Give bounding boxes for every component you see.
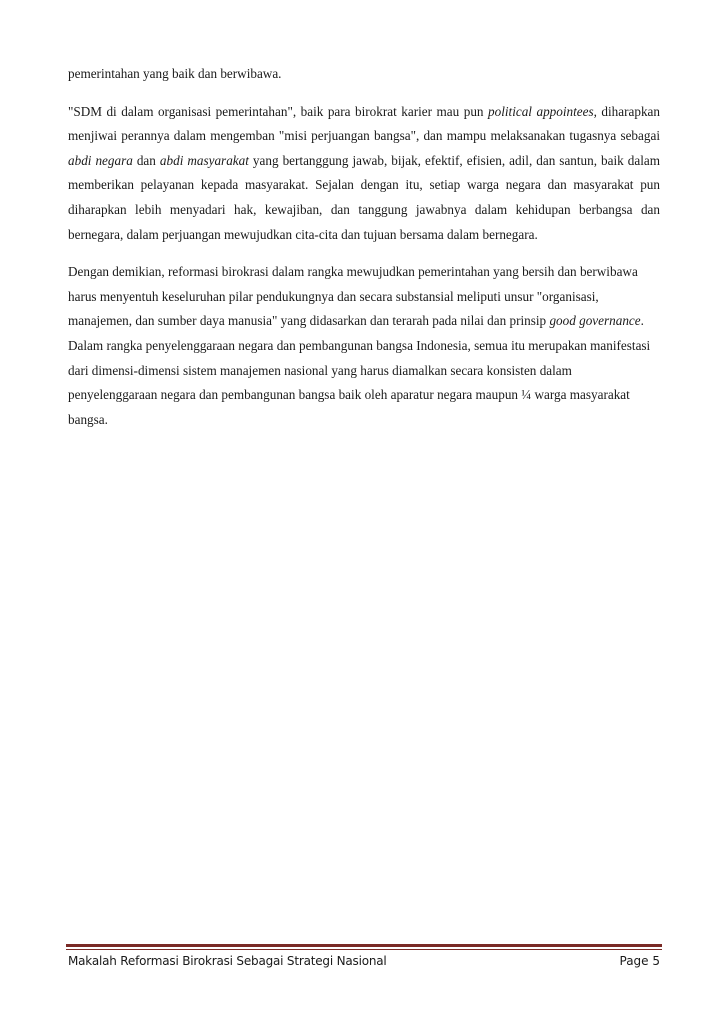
text-run: . Dalam rangka penyelenggaraan negara dan pembangunan bangsa Indonesia, semua itu merupakan manifestasi dari dimensi-dimensi sistem manajemen nasional yang harus diamalkan secara konsisten dalam penyelenggaraan negara dan pembangunan bangsa baik oleh aparatur negara maupun ¼ warga masyarakat bangsa. [68,313,651,427]
page-footer [68,954,660,974]
text-run: , diharapkan menjiwai perannya dalam mengemban "misi perjuangan bangsa", dan mampu melaksanakan tugasnya sebagai [68,103,660,144]
footer-divider [66,944,662,947]
paragraph [68,100,660,248]
italic-term: abdi masyarakat [159,152,249,168]
text-run: "SDM di dalam organisasi pemerintahan", baik para birokrat karier mau pun [68,103,489,119]
italic-term: abdi negara [68,152,133,168]
document-body [68,62,660,445]
page-number: Page 5 [619,954,660,968]
italic-term: political appointees [488,103,594,119]
footer-title: Makalah Reformasi Birokrasi Sebagai Strategi Nasional [68,954,387,968]
paragraph [68,62,660,87]
text-run: Dengan demikian, reformasi birokrasi dalam rangka mewujudkan pemerintahan yang bersih dan berwibawa harus menyentuh keseluruhan pilar pendukungnya dan secara substansial meliputi unsur "organisasi, manajemen, dan sumber daya manusia" yang didasarkan dan terarah pada nilai dan prinsip [68,264,638,329]
footer-divider-thin [66,949,662,950]
paragraph [68,260,660,432]
text-run: dan [132,152,160,168]
text-run: yang bertanggung jawab, bijak, efektif, efisien, adil, dan santun, baik dalam memberikan pelayanan kepada masyarakat. Sejalan dengan itu, setiap warga negara dan masyarakat pun diharapkan lebih menyadari hak, kewajiban, dan tanggung jawabnya dalam kehidupan berbangsa dan bernegara, dalam perjuangan mewujudkan cita-cita dan tujuan bersama dalam bernegara. [68,152,660,242]
italic-term: good governance [549,313,641,329]
text-run: pemerintahan yang baik dan berwibawa. [68,66,282,81]
